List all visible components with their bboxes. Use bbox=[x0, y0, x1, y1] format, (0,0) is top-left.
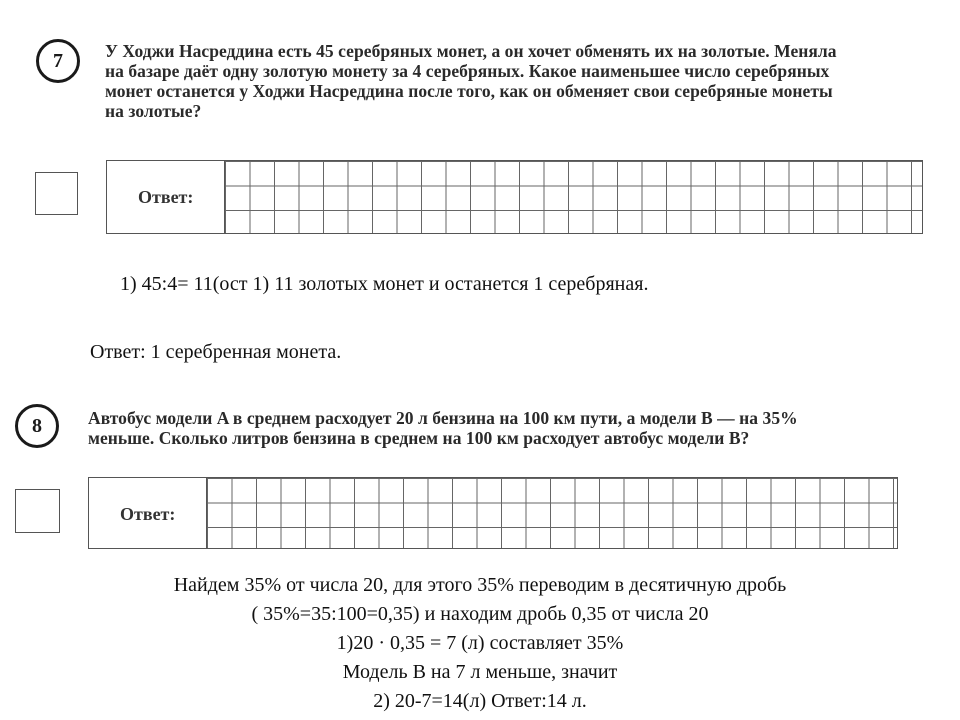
task-7-number: 7 bbox=[53, 49, 63, 72]
task-7-answer-label: Ответ: bbox=[138, 187, 194, 207]
solution-7-answer: Ответ: 1 серебренная монета. bbox=[90, 341, 342, 363]
task-7-line-1: У Ходжи Насреддина есть 45 серебряных монет, а он хочет обменять их на золотые. Меняла bbox=[105, 41, 837, 61]
solution-8-line-3: 1)20 · 0,35 = 7 (л) составляет 35% bbox=[336, 632, 624, 654]
solution-8-line-1: Найдем 35% от числа 20, для этого 35% переводим в десятичную дробь bbox=[173, 574, 787, 596]
task-8-answer-box bbox=[88, 477, 898, 549]
task-7-text bbox=[105, 41, 935, 121]
task-7-score-checkbox[interactable] bbox=[35, 172, 78, 215]
solution-8-line-4: Модель В на 7 л меньше, значит bbox=[342, 661, 618, 683]
task-8-line-1: Автобус модели A в среднем расходует 20 л бензина на 100 км пути, а модели B — на 35% bbox=[88, 408, 798, 428]
solution-8-line-5: 2) 20-7=14(л) Ответ:14 л. bbox=[373, 690, 587, 712]
task-7-answer-grid[interactable] bbox=[224, 161, 922, 233]
task-8-score-checkbox[interactable] bbox=[15, 489, 60, 533]
task-8-number: 8 bbox=[32, 414, 42, 437]
solution-8-line-2: ( 35%=35:100=0,35) и находим дробь 0,35 от числа 20 bbox=[251, 603, 709, 625]
task-7-number-badge bbox=[36, 39, 80, 83]
task-8-answer-label: Ответ: bbox=[120, 504, 176, 524]
task-8-line-2: меньше. Сколько литров бензина в среднем на 100 км расходует автобус модели B? bbox=[88, 428, 750, 448]
task-8-answer-grid[interactable] bbox=[206, 478, 897, 548]
task-7-line-4: на золотые? bbox=[105, 101, 202, 121]
task-7-line-2: на базаре даёт одну золотую монету за 4 серебряных. Какое наименьшее число серебряных bbox=[105, 61, 830, 81]
task-8-number-badge bbox=[15, 404, 59, 448]
solution-8-text bbox=[0, 571, 960, 716]
task-7-line-3: монет останется у Ходжи Насреддина после того, как он обменяет свои серебряные монеты bbox=[105, 81, 833, 101]
solution-7-step: 1) 45:4= 11(ост 1) 11 золотых монет и останется 1 серебряная. bbox=[120, 273, 649, 295]
task-8-text bbox=[88, 408, 918, 448]
task-7-answer-box bbox=[106, 160, 923, 234]
